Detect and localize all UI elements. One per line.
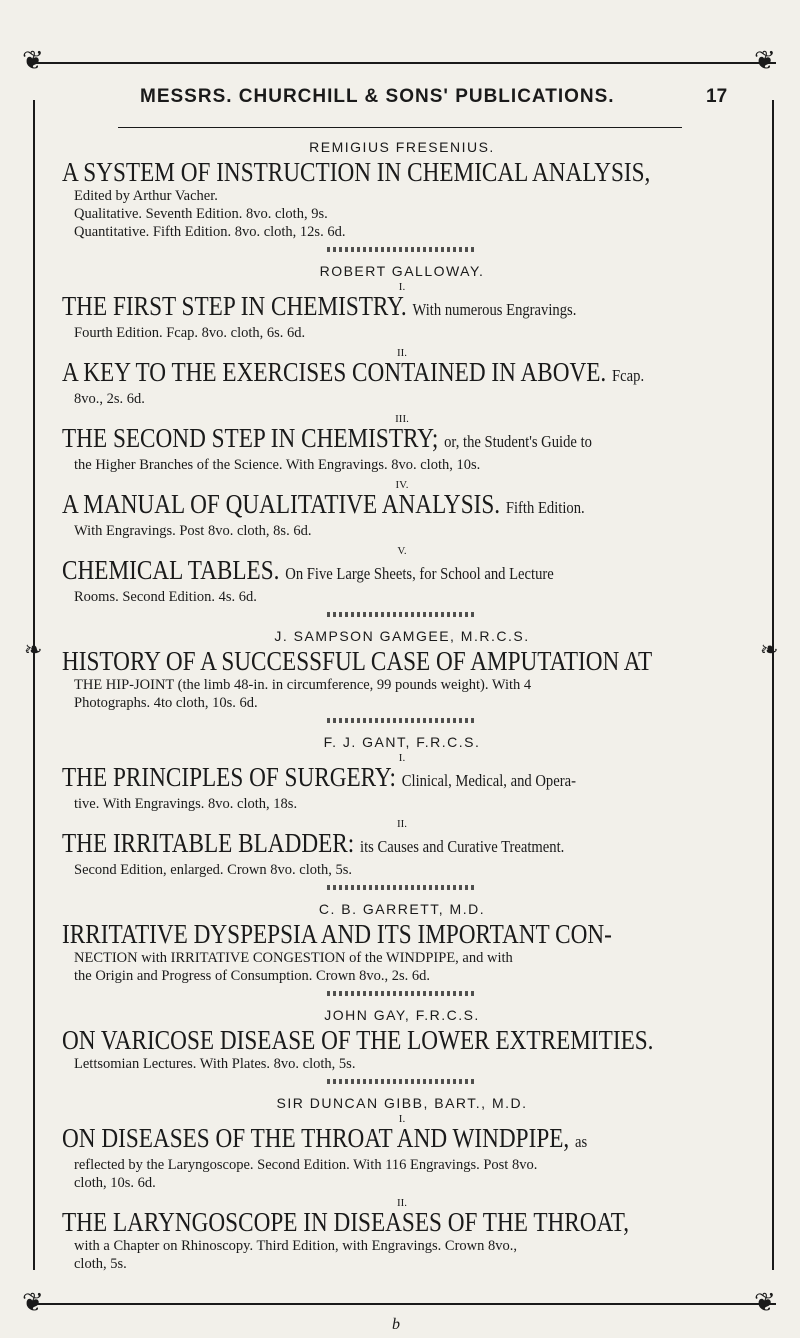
entry-detail-line: with a Chapter on Rhinoscopy. Third Edition, with Engravings. Crown 8vo., [74, 1238, 518, 1254]
page-number: 17 [706, 86, 728, 107]
book-entry [62, 348, 742, 408]
book-title [62, 490, 740, 522]
book-title [62, 292, 740, 324]
book-title-text: THE LARYNGOSCOPE IN DISEASES OF THE THROAT, [62, 1207, 630, 1237]
book-title-text: A MANUAL OF QUALITATIVE ANALYSIS. [62, 489, 501, 519]
book-title-text: ON VARICOSE DISEASE OF THE LOWER EXTREMITIES. [62, 1025, 654, 1055]
author-group [62, 1094, 742, 1273]
entry-numeral: II. [396, 347, 408, 359]
header-underline-rule [118, 127, 682, 128]
entry-numeral: V. [397, 545, 407, 557]
entry-detail-line: Edited by Arthur Vacher. [74, 188, 218, 204]
corner-ornament-icon: ❦ [754, 1288, 776, 1318]
book-entry [62, 1026, 742, 1073]
author-name: F. J. GANT, F.R.C.S. [323, 734, 481, 750]
entry-detail-line: Fourth Edition. Fcap. 8vo. cloth, 6s. 6d. [74, 325, 306, 341]
title-continuation: its Causes and Curative Treatment. [360, 837, 565, 856]
entry-detail-line: cloth, 5s. [74, 1256, 127, 1272]
title-continuation: or, the Student's Guide to [444, 432, 592, 451]
entry-detail-line: THE HIP-JOINT (the limb 48-in. in circumference, 99 pounds weight). With 4 [74, 677, 532, 693]
entry-detail-line: Rooms. Second Edition. 4s. 6d. [74, 589, 257, 605]
book-title-text: A KEY TO THE EXERCISES CONTAINED IN ABOVE. [62, 357, 607, 387]
book-entry [62, 282, 742, 342]
title-continuation: With numerous Engravings. [412, 300, 577, 319]
corner-ornament-icon: ❦ [22, 46, 44, 76]
corner-ornament-icon: ❦ [754, 46, 776, 76]
author-group [62, 627, 742, 723]
entry-detail-line: 8vo., 2s. 6d. [74, 391, 145, 407]
section-divider [327, 247, 477, 252]
entry-detail-line: Quantitative. Fifth Edition. 8vo. cloth, 12s. 6d. [74, 224, 346, 240]
entry-detail-line: Second Edition, enlarged. Crown 8vo. cloth, 5s. [74, 862, 353, 878]
running-head: MESSRS. CHURCHILL & SONS' PUBLICATIONS. [140, 86, 615, 107]
book-title-text: HISTORY OF A SUCCESSFUL CASE OF AMPUTATION AT [62, 646, 653, 676]
author-name: J. SAMPSON GAMGEE, M.R.C.S. [274, 628, 530, 644]
corner-ornament-icon: ❦ [22, 1288, 44, 1318]
author-name: ROBERT GALLOWAY. [319, 263, 485, 279]
section-divider [327, 612, 477, 617]
book-title [62, 424, 740, 456]
book-title [62, 1124, 740, 1156]
book-entry [62, 480, 742, 540]
book-entry [62, 1114, 742, 1192]
catalogue-content [62, 138, 742, 1279]
entry-detail-line: reflected by the Laryngoscope. Second Edition. With 116 Engravings. Post 8vo. [74, 1157, 538, 1173]
title-continuation: Fifth Edition. [505, 498, 585, 517]
book-entry [62, 647, 742, 712]
book-entry [62, 753, 742, 813]
book-title [62, 158, 740, 187]
book-title [62, 829, 740, 861]
author-group [62, 900, 742, 996]
entry-numeral: IV. [395, 479, 409, 491]
book-title [62, 1026, 740, 1055]
entry-detail-line: the Origin and Progress of Consumption. Crown 8vo., 2s. 6d. [74, 968, 431, 984]
signature-mark: b [392, 1316, 400, 1333]
book-title-text: THE PRINCIPLES OF SURGERY: [62, 762, 396, 792]
top-border-rule [30, 62, 776, 64]
book-title [62, 556, 740, 588]
book-entry [62, 920, 742, 985]
book-title-text: ON DISEASES OF THE THROAT AND WINDPIPE, [62, 1123, 570, 1153]
book-title [62, 647, 740, 676]
entry-detail-line: Qualitative. Seventh Edition. 8vo. cloth, 9s. [74, 206, 328, 222]
author-group [62, 733, 742, 890]
bottom-border-rule [30, 1303, 776, 1305]
book-entry [62, 414, 742, 474]
entry-detail-line: Lettsomian Lectures. With Plates. 8vo. cloth, 5s. [74, 1056, 356, 1072]
right-border-rule [772, 100, 774, 1270]
section-divider [327, 718, 477, 723]
entry-detail-line: the Higher Branches of the Science. With Engravings. 8vo. cloth, 10s. [74, 457, 481, 473]
book-title-text: THE SECOND STEP IN CHEMISTRY; [62, 423, 439, 453]
entry-detail-line: With Engravings. Post 8vo. cloth, 8s. 6d. [74, 523, 312, 539]
entry-detail-line: Photographs. 4to cloth, 10s. 6d. [74, 695, 258, 711]
book-title-text: IRRITATIVE DYSPEPSIA AND ITS IMPORTANT CON- [62, 919, 612, 949]
author-name: JOHN GAY, F.R.C.S. [324, 1007, 480, 1023]
side-ornament-icon: ❧ [760, 638, 779, 663]
side-ornament-icon: ❧ [24, 638, 43, 663]
book-title [62, 1208, 740, 1237]
book-title [62, 920, 740, 949]
entry-numeral: I. [398, 752, 406, 764]
title-continuation: Clinical, Medical, and Opera- [401, 771, 576, 790]
book-entry [62, 819, 742, 879]
entry-detail-line: cloth, 10s. 6d. [74, 1175, 156, 1191]
book-title-text: A SYSTEM OF INSTRUCTION IN CHEMICAL ANALYSIS, [62, 157, 651, 187]
entry-numeral: III. [395, 413, 409, 425]
book-title-text: CHEMICAL TABLES. [62, 555, 280, 585]
author-name: SIR DUNCAN GIBB, BART., M.D. [276, 1095, 528, 1111]
title-continuation: as [575, 1132, 588, 1151]
author-group [62, 262, 742, 617]
section-divider [327, 991, 477, 996]
book-entry [62, 158, 742, 241]
entry-numeral: II. [396, 818, 408, 830]
author-name: REMIGIUS FRESENIUS. [309, 139, 495, 155]
book-entry [62, 546, 742, 606]
entry-numeral: I. [398, 1113, 406, 1125]
entry-numeral: I. [398, 281, 406, 293]
author-group [62, 138, 742, 252]
book-title [62, 358, 740, 390]
section-divider [327, 885, 477, 890]
title-continuation: On Five Large Sheets, for School and Lecture [285, 564, 554, 583]
section-divider [327, 1079, 477, 1084]
book-title [62, 763, 740, 795]
left-border-rule [33, 100, 35, 1270]
book-entry [62, 1198, 742, 1273]
entry-numeral: II. [396, 1197, 408, 1209]
entry-detail-line: NECTION with IRRITATIVE CONGESTION of the WINDPIPE, and with [74, 950, 513, 966]
title-continuation: Fcap. [612, 366, 645, 385]
entry-detail-line: tive. With Engravings. 8vo. cloth, 18s. [74, 796, 298, 812]
book-title-text: THE IRRITABLE BLADDER: [62, 828, 355, 858]
author-group [62, 1006, 742, 1084]
book-title-text: THE FIRST STEP IN CHEMISTRY. [62, 291, 407, 321]
author-name: C. B. GARRETT, M.D. [318, 901, 486, 917]
